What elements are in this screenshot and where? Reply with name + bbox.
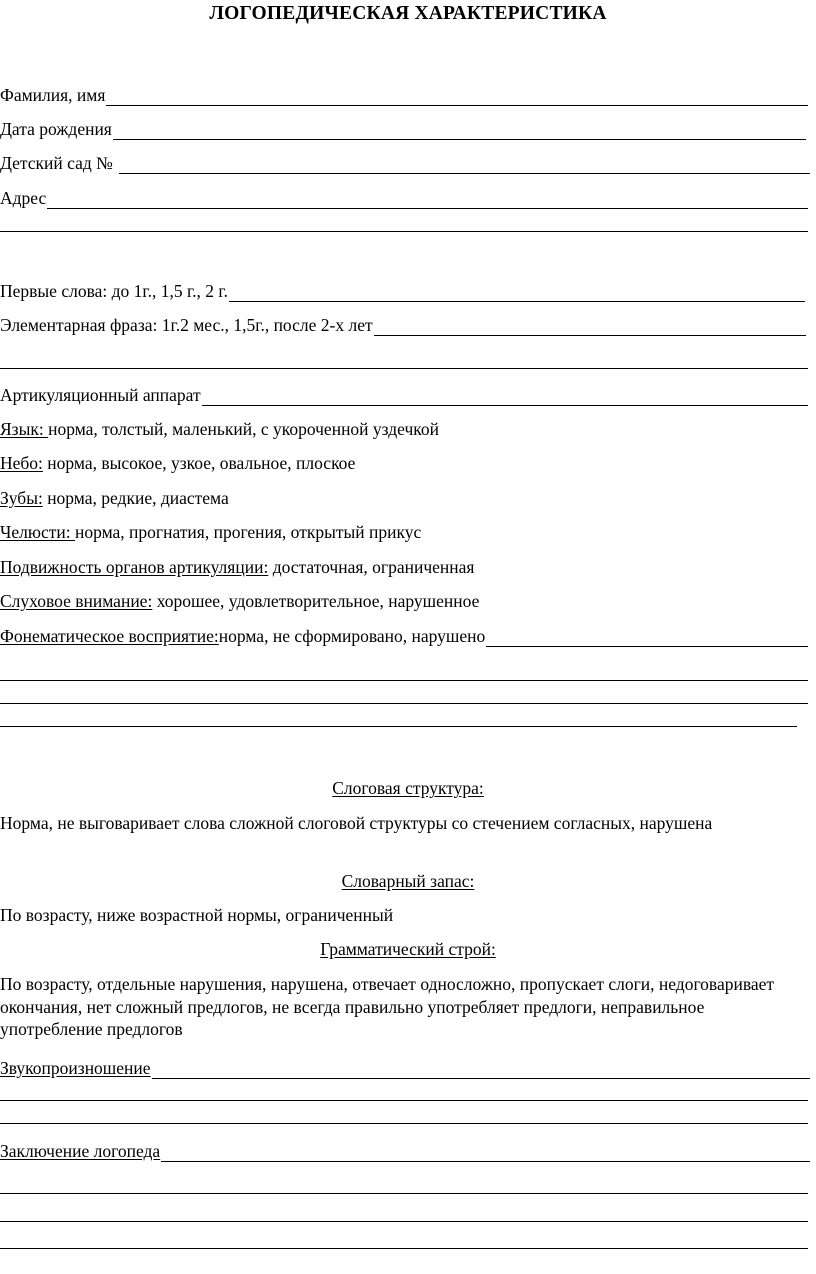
articulation-input-line[interactable]: [202, 384, 808, 406]
page-title: ЛОГОПЕДИЧЕСКАЯ ХАРАКТЕРИСТИКА: [209, 3, 607, 24]
tongue-row: [0, 418, 439, 440]
name-field[interactable]: [0, 80, 808, 106]
mobility-options: достаточная, ограниченная: [268, 557, 475, 577]
teeth-row: [0, 487, 229, 509]
grammar-heading: Грамматический строй:: [320, 939, 496, 959]
address-field[interactable]: [0, 183, 808, 209]
grammar-text: По возрасту, отдельные нарушения, нарушена, отвечает односложно, пропускает слоги, недоговаривает окончания, нет сложный предлогов, не всегда правильно употребляет предлоги, неправильное употребление предлогов: [0, 974, 775, 1039]
tongue-options: норма, толстый, маленький, с укороченной уздечкой: [48, 419, 440, 439]
mobility-row: [0, 556, 474, 578]
hearing-row: [0, 590, 479, 612]
conclusion-label: Заключение логопеда: [0, 1141, 161, 1161]
mobility-label: Подвижность органов артикуляции:: [0, 557, 269, 577]
sound-label: Звукопроизношение: [0, 1058, 151, 1078]
sound-field[interactable]: [0, 1053, 810, 1079]
hearing-label: Слуховое внимание:: [0, 591, 153, 611]
blank-line-3[interactable]: [0, 726, 797, 727]
sound-input-line[interactable]: [152, 1057, 810, 1079]
blank-line-1[interactable]: [0, 680, 808, 681]
conclusion-line-4[interactable]: [0, 1248, 808, 1249]
birth-date-field[interactable]: [0, 114, 806, 140]
phrase-field[interactable]: [0, 310, 806, 336]
palate-options: норма, высокое, узкое, овальное, плоское: [42, 453, 356, 473]
kindergarten-label: Детский сад №: [0, 153, 113, 173]
kindergarten-field[interactable]: [0, 148, 810, 174]
phrase-input-line[interactable]: [374, 314, 806, 336]
first-words-label: Первые слова: до 1г., 1,5 г., 2 г.: [0, 281, 228, 301]
name-label: Фамилия, имя: [0, 85, 106, 105]
jaws-label: Челюсти:: [0, 522, 75, 542]
jaws-options: норма, прогнатия, прогения, открытый прикус: [74, 522, 422, 542]
conclusion-line-3[interactable]: [0, 1221, 808, 1222]
birth-date-input-line[interactable]: [113, 118, 806, 140]
vocabulary-heading-wrap: [0, 870, 816, 892]
first-words-field[interactable]: [0, 276, 805, 302]
palate-row: [0, 452, 355, 474]
name-input-line[interactable]: [106, 84, 808, 106]
jaws-row: [0, 521, 421, 543]
birth-date-label: Дата рождения: [0, 119, 112, 139]
address-input-line[interactable]: [47, 187, 808, 209]
conclusion-input-line[interactable]: [161, 1140, 810, 1162]
phonemic-options: норма, не сформировано, нарушено: [218, 626, 486, 646]
phrase-continuation-line[interactable]: [0, 368, 808, 369]
vocabulary-text: По возрасту, ниже возрастной нормы, ограниченный: [0, 905, 394, 925]
phrase-label: Элементарная фраза: 1г.2 мес., 1,5г., после 2-х лет: [0, 315, 373, 335]
articulation-label: Артикуляционный аппарат: [0, 385, 201, 405]
kindergarten-input-line[interactable]: [119, 152, 810, 174]
first-words-input-line[interactable]: [229, 280, 805, 302]
sound-line-2[interactable]: [0, 1100, 808, 1101]
conclusion-field[interactable]: [0, 1136, 810, 1162]
address-label: Адрес: [0, 188, 47, 208]
address-continuation-line[interactable]: [0, 231, 808, 232]
vocabulary-heading: Словарный запас:: [341, 871, 475, 891]
teeth-label: Зубы:: [0, 488, 43, 508]
conclusion-line-2[interactable]: [0, 1193, 808, 1194]
sound-line-3[interactable]: [0, 1123, 808, 1124]
teeth-options: норма, редкие, диастема: [42, 488, 229, 508]
palate-label: Небо:: [0, 453, 43, 473]
hearing-options: хорошее, удовлетворительное, нарушенное: [152, 591, 480, 611]
blank-line-2[interactable]: [0, 703, 808, 704]
syllable-text: Норма, не выговаривает слова сложной слоговой структуры со стечением согласных, нарушена: [0, 813, 713, 833]
syllable-heading: Слоговая структура:: [332, 778, 484, 798]
syllable-heading-wrap: [0, 777, 816, 799]
grammar-heading-wrap: [0, 938, 816, 960]
articulation-field[interactable]: [0, 380, 808, 406]
phonemic-label: Фонематическое восприятие:: [0, 626, 219, 646]
phonemic-input-line[interactable]: [486, 625, 808, 647]
phonemic-field[interactable]: [0, 621, 808, 647]
tongue-label: Язык:: [0, 419, 49, 439]
